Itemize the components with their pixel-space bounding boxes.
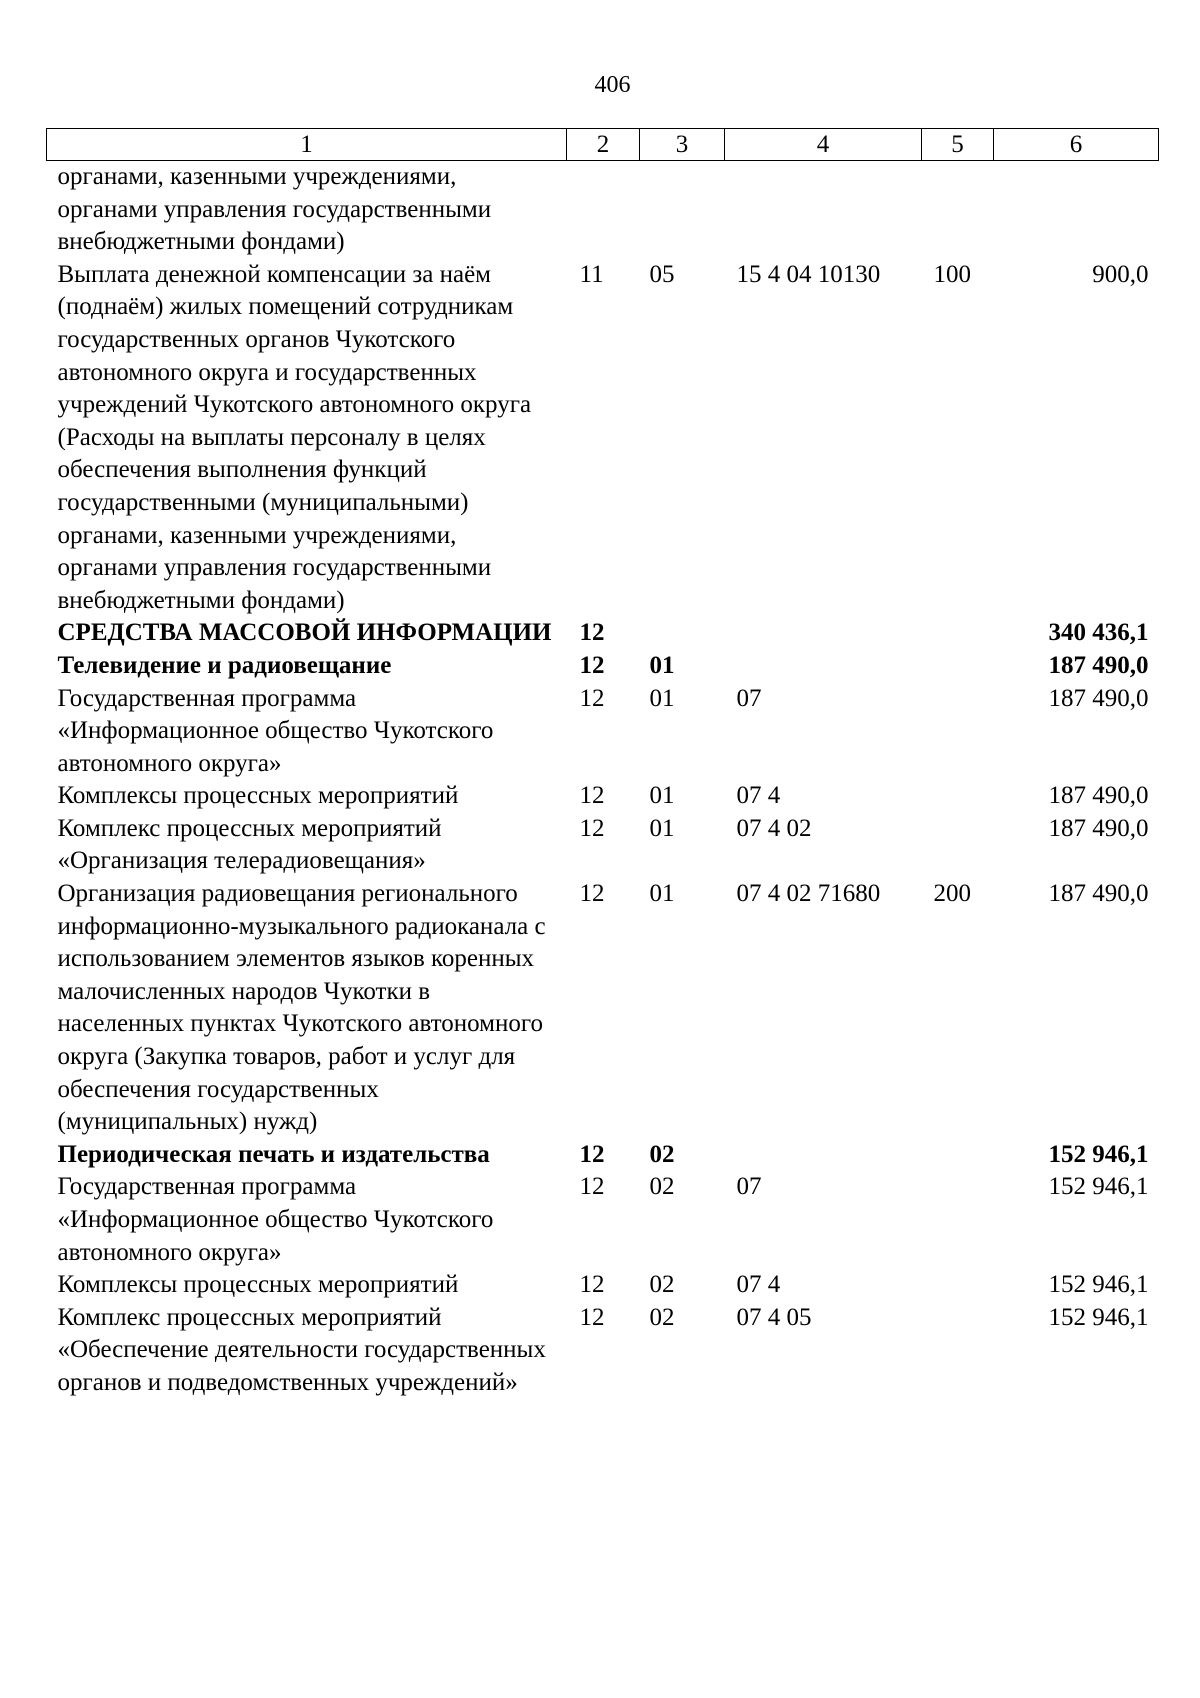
row-amount [994, 161, 1159, 259]
table-row [47, 1302, 1159, 1400]
header-row [47, 129, 1159, 161]
row-name: Выплата денежной компенсации за наём (поднаём) жилых помещений сотрудникам государственных органов Чукотского автономного округа и государственных учреждений Чукотского автономного округа (Расходы на выплаты персоналу в целях обеспечения выполнения функций государственными (муниципальными) органами, казенными учреждениями, органами управления государственными внебюджетными фондами) [57, 260, 532, 614]
row-name: Организация радиовещания регионального информационно-музыкального радиоканала с использованием элементов языков коренных малочисленных народов Чукотки в населенных пунктах Чукотского автономного округа (Закупка товаров, работ и услуг для обеспечения государственных (муниципальных) нужд) [57, 880, 546, 1136]
row-name: Комплекс процессных мероприятий «Обеспечение деятельности государственных органов и подведомственных учреждений» [57, 1303, 546, 1396]
row-target-article [725, 1139, 922, 1172]
table-row [47, 617, 1159, 650]
header-col-4: 4 [725, 129, 922, 161]
header-col-2: 2 [567, 129, 640, 161]
row-section: 11 [579, 260, 604, 288]
row-subsection: 01 [649, 782, 675, 810]
row-target-article: 15 4 04 10130 [736, 260, 881, 288]
row-target-article: 07 4 02 71680 [736, 880, 881, 908]
row-expense-type: 200 [933, 880, 971, 908]
table-row [47, 1269, 1159, 1302]
row-subsection: 05 [649, 260, 675, 288]
row-expense-type [922, 1269, 994, 1302]
table-row [47, 1139, 1159, 1172]
row-section: 12 [579, 814, 605, 842]
row-subsection: 01 [649, 651, 675, 679]
row-amount: 187 490,0 [1048, 651, 1149, 679]
row-section: 12 [579, 1140, 605, 1168]
table-row [47, 780, 1159, 813]
row-amount: 152 946,1 [1048, 1271, 1149, 1299]
row-name: Комплексы процессных мероприятий [57, 1271, 459, 1299]
row-name: органами, казенными учреждениями, органами управления государственными внебюджетными фондами) [57, 163, 492, 256]
header-col-6: 6 [994, 129, 1159, 161]
row-name: Периодическая печать и издательства [57, 1140, 490, 1168]
row-name: Комплексы процессных мероприятий [57, 782, 459, 810]
table-header [47, 129, 1159, 161]
row-subsection: 02 [649, 1173, 675, 1201]
row-section: 12 [579, 1271, 605, 1299]
table-row [47, 878, 1159, 1139]
row-subsection [640, 617, 725, 650]
row-amount: 187 490,0 [1048, 814, 1149, 842]
row-name: Телевидение и радиовещание [57, 651, 392, 679]
row-subsection: 01 [649, 814, 675, 842]
table-row [47, 650, 1159, 683]
row-expense-type [922, 1302, 994, 1400]
row-subsection: 02 [649, 1140, 675, 1168]
row-amount: 187 490,0 [1048, 684, 1149, 712]
table-row [47, 813, 1159, 878]
row-section [567, 161, 640, 259]
row-expense-type [922, 1171, 994, 1269]
row-target-article: 07 4 02 [736, 814, 812, 842]
row-subsection: 02 [649, 1271, 675, 1299]
row-expense-type [922, 650, 994, 683]
row-section: 12 [579, 782, 605, 810]
row-target-article: 07 4 [736, 1271, 781, 1299]
row-section: 12 [579, 651, 605, 679]
row-subsection: 01 [649, 880, 675, 908]
row-amount: 152 946,1 [1048, 1140, 1149, 1168]
row-name: Комплекс процессных мероприятий «Организация телерадиовещания» [57, 814, 442, 875]
row-expense-type [922, 617, 994, 650]
row-target-article: 07 4 [736, 782, 781, 810]
row-expense-type [922, 1139, 994, 1172]
row-expense-type [922, 813, 994, 878]
row-amount: 152 946,1 [1048, 1303, 1149, 1331]
row-subsection [640, 161, 725, 259]
header-col-5: 5 [922, 129, 994, 161]
row-subsection: 02 [649, 1303, 675, 1331]
row-amount: 187 490,0 [1048, 880, 1149, 908]
row-section: 12 [579, 880, 605, 908]
budget-table [46, 128, 1159, 1400]
header-col-3: 3 [640, 129, 725, 161]
row-target-article: 07 [736, 684, 762, 712]
row-expense-type [922, 683, 994, 781]
row-amount: 900,0 [1092, 260, 1149, 288]
row-amount: 340 436,1 [1048, 619, 1149, 647]
header-col-1: 1 [47, 129, 567, 161]
row-section: 12 [579, 1173, 605, 1201]
row-target-article [725, 617, 922, 650]
row-amount: 152 946,1 [1048, 1173, 1149, 1201]
table-row [47, 161, 1159, 259]
table-body [47, 161, 1159, 1400]
row-expense-type: 100 [933, 260, 971, 288]
row-section: 12 [579, 619, 605, 647]
row-target-article: 07 [736, 1173, 762, 1201]
row-section: 12 [579, 1303, 605, 1331]
row-name: Государственная программа «Информационное общество Чукотского автономного округа» [57, 1173, 494, 1266]
row-section: 12 [579, 684, 605, 712]
row-name: Государственная программа «Информационное общество Чукотского автономного округа» [57, 684, 494, 777]
row-target-article [725, 161, 922, 259]
row-target-article: 07 4 05 [736, 1303, 812, 1331]
row-target-article [725, 650, 922, 683]
table-row [47, 683, 1159, 781]
table-row [47, 1171, 1159, 1269]
table-row [47, 259, 1159, 618]
row-amount: 187 490,0 [1048, 782, 1149, 810]
row-name: СРЕДСТВА МАССОВОЙ ИНФОРМАЦИИ [57, 619, 552, 647]
row-subsection: 01 [649, 684, 675, 712]
row-expense-type [922, 780, 994, 813]
page-number: 406 [594, 72, 631, 98]
row-expense-type [922, 161, 994, 259]
